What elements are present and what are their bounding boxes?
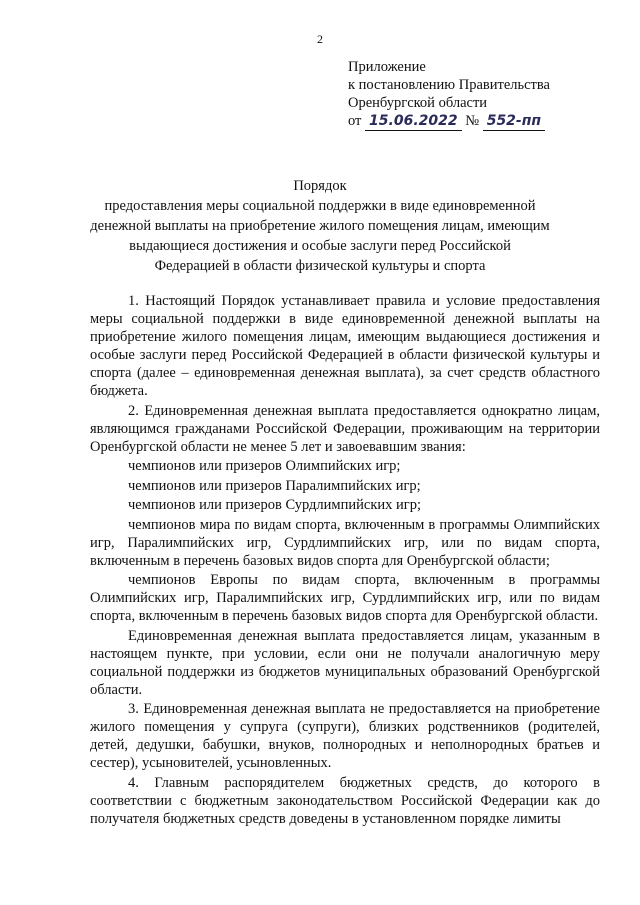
appendix-block xyxy=(348,58,618,131)
title-subtitle: предоставления меры социальной поддержки в виде единовременной денежной выплаты на приобретение жилого помещения лицам, имеющим выдающиеся достижения и особые заслуги перед Российской Федерацией в области физической культуры и спорта xyxy=(90,198,550,274)
handwritten-date: 15.06.2022 xyxy=(365,112,462,131)
list-item-deaflympic: чемпионов или призеров Сурдлимпийских игр; xyxy=(128,497,421,513)
list-item-europe-champions: чемпионов Европы по видам спорта, включенным в программы Олимпийских игр, Паралимпийских игр, Сурдлимпийских игр, или по видам спорта, включенным в перечень базовых видов спорта для Оренбургской области. xyxy=(90,572,600,624)
list-item-paralympic: чемпионов или призеров Паралимпийских игр; xyxy=(128,477,421,494)
title-heading: Порядок xyxy=(293,178,347,194)
paragraph-4: 4. Главным распорядителем бюджетных средств, до которого в соответствии с бюджетным законодательством Российской Федерации как до получателя бюджетных средств доведены в установленном порядке лимиты xyxy=(90,774,600,827)
appendix-resolution-line: к постановлению Правительства xyxy=(348,77,550,93)
paragraph-condition: Единовременная денежная выплата предоставляется лицам, указанным в настоящем пункте, при условии, если они не получали аналогичную меру социальной поддержки из бюджетов муниципальных образований Оренбургской области. xyxy=(90,627,600,698)
paragraph-2: 2. Единовременная денежная выплата предоставляется однократно лицам, являющимся гражданами Российской Федерации, проживающим на территории Оренбургской области не менее 5 лет и завоевавшим звания: xyxy=(90,402,600,455)
paragraph-1: 1. Настоящий Порядок устанавливает правила и условие предоставления меры социальной поддержки в виде единовременной денежной выплаты на приобретение жилого помещения лицам, имеющим выдающиеся достижения и особые заслуги перед Российской Федерацией в области физической культуры и спорта (далее – единовременная денежная выплата), за счет средств областного бюджета. xyxy=(90,293,600,399)
document-body xyxy=(90,292,600,828)
handwritten-number: 552-пп xyxy=(483,112,545,131)
date-prefix: от xyxy=(348,113,362,129)
document-title xyxy=(90,176,550,276)
list-item-world-champions: чемпионов мира по видам спорта, включенным в программы Олимпийских игр, Паралимпийских игр, Сурдлимпийских игр, или по видам спорта, включенным в перечень базовых видов спорта для Оренбургской области; xyxy=(90,516,600,569)
page-number: 2 xyxy=(317,32,323,46)
paragraph-3: 3. Единовременная денежная выплата не предоставляется на приобретение жилого помещения у супруга (супруги), близких родственников (родителей, детей, дедушки, бабушки, внуков, полнородных и неполнородных братьев и сестер), усыновителей, усыновленных. xyxy=(90,701,600,771)
list-item-olympic: чемпионов или призеров Олимпийских игр; xyxy=(128,458,401,474)
appendix-date-number-line xyxy=(348,112,618,131)
number-sign: № xyxy=(465,113,480,129)
appendix-region-line: Оренбургской области xyxy=(348,95,488,111)
appendix-title: Приложение xyxy=(348,59,426,75)
